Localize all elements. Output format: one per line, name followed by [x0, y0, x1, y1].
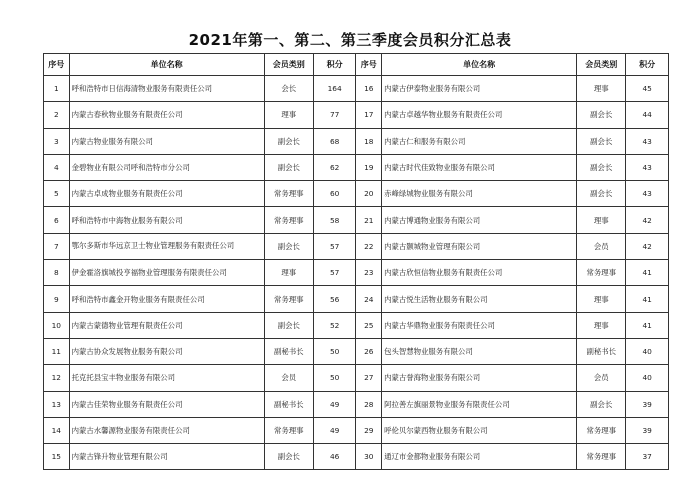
table-row — [44, 365, 669, 391]
score: 41 — [626, 260, 669, 286]
score: 56 — [313, 286, 356, 312]
table-row — [44, 128, 669, 154]
row-number: 28 — [356, 391, 382, 417]
header-no: 序号 — [44, 54, 70, 76]
company-name: 内蒙古蒙德物业管理有限责任公司 — [69, 312, 264, 338]
row-number: 1 — [44, 76, 70, 102]
header-category: 会员类别 — [577, 54, 626, 76]
member-category: 副会长 — [264, 312, 313, 338]
member-category: 会员 — [577, 365, 626, 391]
row-number: 6 — [44, 207, 70, 233]
company-name: 内蒙古物业服务有限公司 — [69, 128, 264, 154]
table-row — [44, 417, 669, 443]
member-category: 副会长 — [577, 102, 626, 128]
member-category: 副会长 — [264, 128, 313, 154]
member-category: 理事 — [577, 207, 626, 233]
row-number: 24 — [356, 286, 382, 312]
header-score: 积分 — [313, 54, 356, 76]
score: 42 — [626, 207, 669, 233]
company-name: 托克托县宝丰物业服务有限公司 — [69, 365, 264, 391]
score: 39 — [626, 391, 669, 417]
header-row — [44, 54, 669, 76]
company-name: 金碧物业有限公司呼和浩特市分公司 — [69, 154, 264, 180]
company-name: 呼和浩特市日信海清物业服务有限责任公司 — [69, 76, 264, 102]
summary-table — [43, 53, 669, 470]
row-number: 16 — [356, 76, 382, 102]
company-name: 呼和浩特市中海物业服务有限公司 — [69, 207, 264, 233]
score: 58 — [313, 207, 356, 233]
page-title: 2021年第一、第二、第三季度会员积分汇总表 — [188, 31, 512, 49]
table-row — [44, 102, 669, 128]
member-category: 副会长 — [577, 128, 626, 154]
row-number: 23 — [356, 260, 382, 286]
company-name: 赤峰绿城物业服务有限公司 — [382, 181, 577, 207]
score: 44 — [626, 102, 669, 128]
row-number: 7 — [44, 233, 70, 259]
company-name: 内蒙古颢城物业管理有限公司 — [382, 233, 577, 259]
company-name: 内蒙古时代佳致物业服务有限公司 — [382, 154, 577, 180]
row-number: 3 — [44, 128, 70, 154]
member-category: 理事 — [264, 260, 313, 286]
company-name: 内蒙古卓越华物业服务有限责任公司 — [382, 102, 577, 128]
table-row — [44, 207, 669, 233]
row-number: 25 — [356, 312, 382, 338]
table-row — [44, 260, 669, 286]
score: 46 — [313, 444, 356, 470]
member-category: 副会长 — [264, 154, 313, 180]
table-row — [44, 181, 669, 207]
row-number: 19 — [356, 154, 382, 180]
score: 41 — [626, 286, 669, 312]
company-name: 包头智慧物业服务有限公司 — [382, 338, 577, 364]
row-number: 30 — [356, 444, 382, 470]
score: 37 — [626, 444, 669, 470]
row-number: 10 — [44, 312, 70, 338]
company-name: 内蒙古悦生活物业服务有限公司 — [382, 286, 577, 312]
member-category: 副秘书长 — [264, 338, 313, 364]
company-name: 内蒙古誉海物业服务有限公司 — [382, 365, 577, 391]
table-row — [44, 444, 669, 470]
company-name: 内蒙古华鼎物业服务有限责任公司 — [382, 312, 577, 338]
member-category: 副会长 — [577, 391, 626, 417]
company-name: 内蒙古春秋物业服务有限责任公司 — [69, 102, 264, 128]
company-name: 内蒙古佳荣物业服务有限责任公司 — [69, 391, 264, 417]
row-number: 8 — [44, 260, 70, 286]
member-category: 副会长 — [264, 233, 313, 259]
company-name: 通辽市金都物业服务有限公司 — [382, 444, 577, 470]
member-category: 理事 — [577, 286, 626, 312]
row-number: 5 — [44, 181, 70, 207]
row-number: 15 — [44, 444, 70, 470]
company-name: 内蒙古协众发展物业服务有限公司 — [69, 338, 264, 364]
score: 50 — [313, 338, 356, 364]
score: 68 — [313, 128, 356, 154]
score: 40 — [626, 338, 669, 364]
score: 49 — [313, 391, 356, 417]
score: 40 — [626, 365, 669, 391]
company-name: 内蒙古仁和服务有限公司 — [382, 128, 577, 154]
table-row — [44, 154, 669, 180]
company-name: 内蒙古欣恒信物业服务有限责任公司 — [382, 260, 577, 286]
row-number: 17 — [356, 102, 382, 128]
member-category: 副会长 — [577, 181, 626, 207]
company-name: 呼和浩特市鑫金开物业服务有限责任公司 — [69, 286, 264, 312]
row-number: 2 — [44, 102, 70, 128]
score: 41 — [626, 312, 669, 338]
table-row — [44, 233, 669, 259]
member-category: 常务理事 — [577, 417, 626, 443]
row-number: 12 — [44, 365, 70, 391]
score: 49 — [313, 417, 356, 443]
table-row — [44, 286, 669, 312]
member-category: 会员 — [264, 365, 313, 391]
header-name: 单位名称 — [69, 54, 264, 76]
member-category: 常务理事 — [264, 417, 313, 443]
score: 42 — [626, 233, 669, 259]
company-name: 鄂尔多斯市华远京卫士物业管理服务有限责任公司 — [69, 233, 264, 259]
row-number: 18 — [356, 128, 382, 154]
header-category: 会员类别 — [264, 54, 313, 76]
company-name: 伊金霍洛旗城投亨福物业管理服务有限责任公司 — [69, 260, 264, 286]
score: 43 — [626, 128, 669, 154]
member-category: 理事 — [264, 102, 313, 128]
member-category: 副会长 — [577, 154, 626, 180]
company-name: 内蒙古锋升物业管理有限公司 — [69, 444, 264, 470]
table-row — [44, 391, 669, 417]
score: 57 — [313, 233, 356, 259]
row-number: 26 — [356, 338, 382, 364]
member-category: 副会长 — [264, 444, 313, 470]
member-category: 会员 — [577, 233, 626, 259]
header-score: 积分 — [626, 54, 669, 76]
member-category: 理事 — [577, 76, 626, 102]
score: 62 — [313, 154, 356, 180]
header-no: 序号 — [356, 54, 382, 76]
row-number: 9 — [44, 286, 70, 312]
company-name: 内蒙古伊泰物业服务有限公司 — [382, 76, 577, 102]
member-category: 常务理事 — [577, 444, 626, 470]
score: 77 — [313, 102, 356, 128]
company-name: 阿拉善左旗丽景物业服务有限责任公司 — [382, 391, 577, 417]
score: 43 — [626, 181, 669, 207]
member-category: 会长 — [264, 76, 313, 102]
member-category: 常务理事 — [577, 260, 626, 286]
row-number: 4 — [44, 154, 70, 180]
score: 164 — [313, 76, 356, 102]
company-name: 内蒙古卓成物业服务有限责任公司 — [69, 181, 264, 207]
table-row — [44, 312, 669, 338]
row-number: 20 — [356, 181, 382, 207]
company-name: 呼伦贝尔蒙西物业服务有限公司 — [382, 417, 577, 443]
row-number: 21 — [356, 207, 382, 233]
row-number: 29 — [356, 417, 382, 443]
score: 50 — [313, 365, 356, 391]
score: 39 — [626, 417, 669, 443]
member-category: 副秘书长 — [577, 338, 626, 364]
row-number: 14 — [44, 417, 70, 443]
row-number: 27 — [356, 365, 382, 391]
score: 60 — [313, 181, 356, 207]
header-name: 单位名称 — [382, 54, 577, 76]
company-name: 内蒙古水馨源物业服务有限责任公司 — [69, 417, 264, 443]
company-name: 内蒙古博通物业服务有限公司 — [382, 207, 577, 233]
member-category: 常务理事 — [264, 181, 313, 207]
table-row — [44, 76, 669, 102]
score: 43 — [626, 154, 669, 180]
member-category: 理事 — [577, 312, 626, 338]
score: 45 — [626, 76, 669, 102]
member-category: 常务理事 — [264, 207, 313, 233]
row-number: 22 — [356, 233, 382, 259]
score: 57 — [313, 260, 356, 286]
member-category: 常务理事 — [264, 286, 313, 312]
row-number: 11 — [44, 338, 70, 364]
member-category: 副秘书长 — [264, 391, 313, 417]
row-number: 13 — [44, 391, 70, 417]
score: 52 — [313, 312, 356, 338]
table-row — [44, 338, 669, 364]
